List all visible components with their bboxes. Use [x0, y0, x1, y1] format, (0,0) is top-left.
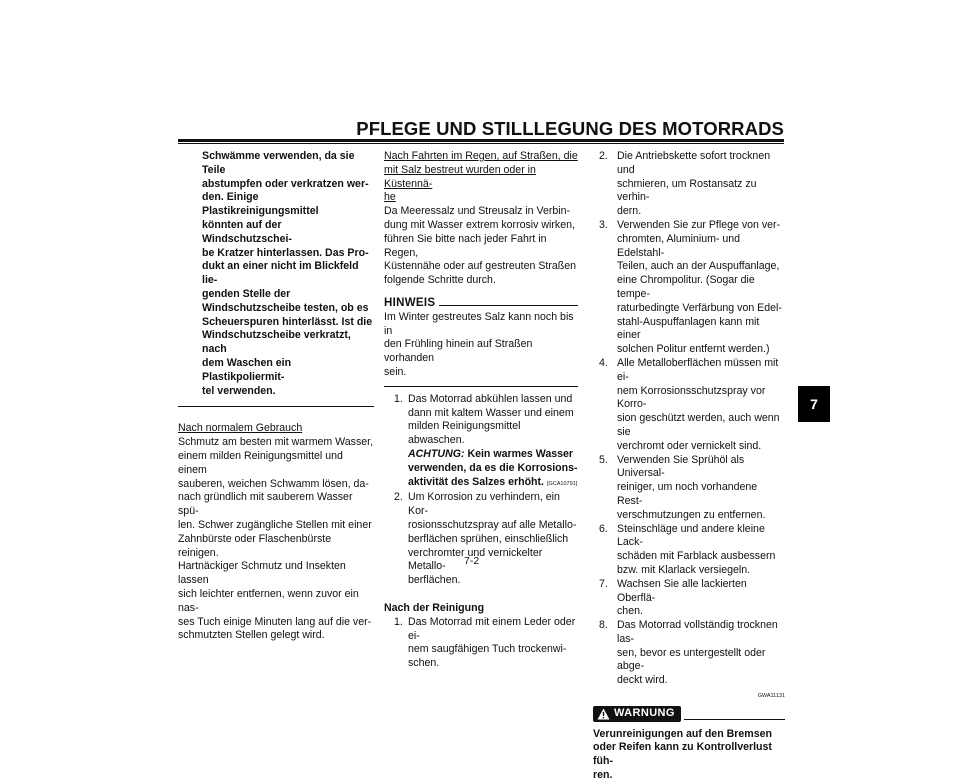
text-line: dukt an einer nicht im Blickfeld lie-	[202, 260, 359, 287]
text-line: nem Korrosionsschutzspray vor Korro-	[617, 384, 766, 411]
text-line: berflächen sprühen, einschließlich	[408, 532, 569, 545]
column-2	[384, 150, 578, 671]
text-line: Um Korrosion zu verhindern, ein Kor-	[408, 491, 560, 518]
text-line: dern.	[617, 205, 642, 218]
caution-inline	[408, 448, 578, 462]
step-number: 6.	[599, 522, 608, 535]
caution-code: [GCA10791]	[546, 480, 578, 487]
text-line: dung mit Wasser extrem korrosiv wirken,	[384, 218, 575, 231]
text-line: Verunreinigungen auf den Bremsen	[593, 727, 772, 740]
text-line: schmieren, um Rostansatz zu verhin-	[617, 177, 757, 204]
text-line: bzw. mit Klarlack versiegeln.	[617, 563, 751, 576]
text-line: den Frühling hinein auf Straßen vorhanden	[384, 338, 533, 365]
text-line: Wachsen Sie alle lackierten Oberflä-	[617, 577, 747, 604]
caution-end-rule	[178, 406, 374, 407]
section-body	[178, 436, 374, 643]
text-line: Das Motorrad abkühlen lassen und	[408, 392, 573, 405]
text-line: schmutzten Stellen gelegt wird.	[178, 629, 325, 642]
step-number: 2.	[599, 150, 608, 162]
text-line: Steinschläge und andere kleine Lack-	[617, 522, 765, 549]
step-number: 4.	[599, 356, 608, 369]
text-line: dann mit kaltem Wasser und einem	[408, 406, 574, 419]
list-item	[384, 616, 578, 671]
text-line: Windschutzscheibe verkratzt, nach	[202, 329, 351, 356]
text-line: tel verwenden.	[202, 384, 276, 397]
text-line: sich leichter entfernen, wenn zuvor ein nas-	[178, 587, 359, 614]
text-line: aktivität des Salzes erhöht.	[408, 475, 545, 488]
list-item	[593, 150, 785, 219]
text-line: führen Sie bitte nach jeder Fahrt in Regen,	[384, 232, 547, 259]
text-line: einem milden Reinigungsmittel und einem	[178, 449, 343, 476]
text-line: Das Motorrad vollständig trocknen las-	[617, 619, 778, 645]
step-number: 1.	[394, 392, 403, 405]
column-3	[593, 150, 785, 783]
text-line: genden Stelle der	[202, 287, 291, 300]
warning-header	[593, 706, 785, 722]
rain-steps-list	[384, 393, 578, 588]
list-item	[384, 393, 578, 492]
section-heading: Nach der Reinigung	[384, 601, 485, 614]
notice-end-rule	[384, 386, 578, 387]
text-line: milden Reinigungsmittel abwaschen.	[408, 420, 521, 447]
caution-label: ACHTUNG:	[408, 447, 465, 460]
text-line: schäden mit Farblack ausbessern	[617, 550, 776, 563]
step-number: 8.	[599, 619, 608, 632]
text-line: sion geschützt werden, auch wenn sie	[617, 412, 780, 438]
section-heading: Nach normalem Gebrauch	[178, 422, 303, 435]
text-line: Das Motorrad mit einem Leder oder ei-	[408, 615, 576, 642]
text-line: Windschutzscheibe testen, ob es	[202, 301, 369, 314]
text-line: verchromter und vernickelter Metallo-	[408, 546, 543, 573]
notice-header	[384, 297, 578, 311]
text-line: eine Chrompolitur. (Sogar die tempe-	[617, 274, 755, 300]
text-line: verwenden, da es die Korrosions-	[408, 461, 578, 474]
step-number: 3.	[599, 218, 608, 231]
text-line: Alle Metalloberflächen müssen mit ei-	[617, 356, 779, 383]
warning-text	[593, 728, 785, 783]
text-line: chen.	[617, 605, 643, 618]
list-item	[384, 491, 578, 588]
text-line: Teilen, auch an der Auspuffanlage,	[617, 260, 780, 273]
text-line: nach gründlich mit sauberem Wasser spü-	[178, 491, 353, 518]
header-rule-thin	[178, 143, 784, 144]
text-line: folgende Schritte durch.	[384, 274, 496, 287]
page-title: PFLEGE UND STILLLEGUNG DES MOTORRADS	[356, 118, 784, 139]
warning-triangle-icon	[597, 708, 610, 720]
text-line: verschmutzungen zu entfernen.	[617, 508, 766, 521]
warning-rule	[684, 719, 785, 720]
text-line: Im Winter gestreutes Salz kann noch bis in	[384, 310, 574, 337]
after-cleaning-list	[384, 616, 578, 671]
text-line: stahl-Auspuffanlagen kann mit einer	[617, 315, 760, 342]
notice-text	[384, 311, 578, 380]
text-line: reiniger, um noch vorhandene Rest-	[617, 481, 758, 507]
text-line: he	[384, 191, 396, 204]
section-heading	[384, 150, 578, 205]
section-intro	[384, 205, 578, 288]
text-line: schen.	[408, 657, 440, 670]
text-line: chromten, Aluminium- und Edelstahl-	[617, 232, 741, 259]
list-item	[593, 523, 785, 578]
text-line: rosionsschutzspray auf alle Metallo-	[408, 518, 577, 531]
notice-rule	[439, 305, 578, 306]
chapter-tab: 7	[798, 386, 830, 422]
text-line: sein.	[384, 365, 407, 378]
text-line: sauberen, weichen Schwamm lösen, da-	[178, 477, 369, 490]
step-number: 1.	[394, 615, 403, 628]
text-line: raturbedingte Verfärbung von Edel-	[617, 301, 782, 314]
warning-badge	[593, 706, 681, 722]
text-line: dem Waschen ein Plastikpoliermit-	[202, 356, 292, 383]
step-number: 2.	[394, 491, 403, 504]
caution-text	[178, 150, 374, 398]
warning-label: WARNUNG	[614, 706, 675, 719]
text-line: deckt wird.	[617, 674, 668, 687]
text-line: könnten auf der Windschutzschei-	[202, 218, 292, 245]
column-1	[178, 150, 374, 643]
text-line: den. Einige Plastikreinigungsmittel	[202, 191, 319, 218]
after-cleaning-list-continued	[593, 150, 785, 688]
text-line: be Kratzer hinterlassen. Das Pro-	[202, 246, 369, 259]
text-line: nem saugfähigen Tuch trockenwi-	[408, 643, 567, 656]
text-line: mit Salz bestreut wurden oder in Küstennä-	[384, 163, 536, 190]
text-line: Scheuerspuren hinterlässt. Ist die	[202, 315, 373, 328]
text-line: solchen Politur entfernt werden.)	[617, 343, 770, 356]
step-number: 7.	[599, 577, 608, 590]
text-line: Nach Fahrten im Regen, auf Straßen, die	[384, 150, 578, 162]
text-line: abstumpfen oder verkratzen wer-	[202, 177, 369, 190]
text-line: Schmutz am besten mit warmem Wasser,	[178, 436, 374, 449]
list-item	[593, 454, 785, 523]
text-line: Die Antriebskette sofort trocknen und	[617, 150, 771, 176]
list-item	[593, 357, 785, 454]
text-line: Schwämme verwenden, da sie Teile	[202, 150, 355, 176]
text-line: verchromt oder vernickelt sind.	[617, 439, 762, 452]
text-line: sen, bevor es untergestellt oder abge-	[617, 646, 766, 673]
notice-label: HINWEIS	[384, 296, 436, 309]
text-line: Da Meeressalz und Streusalz in Verbin-	[384, 205, 571, 218]
text-line: Küstennähe oder auf gestreuten Straßen	[384, 260, 576, 273]
list-item	[593, 219, 785, 357]
list-item	[593, 578, 785, 619]
text-line: Zahnbürste oder Flaschenbürste reinigen.	[178, 532, 332, 559]
text-line: ses Tuch einige Minuten lang auf die ver-	[178, 615, 372, 628]
text-line: ren.	[593, 769, 613, 782]
text-line: berflächen.	[408, 574, 461, 587]
warning-code: GWA11131	[757, 693, 785, 700]
text-line: len. Schwer zugängliche Stellen mit einer	[178, 518, 372, 531]
text-line: Verwenden Sie Sprühöl als Universal-	[617, 453, 745, 480]
step-number: 5.	[599, 453, 608, 466]
text-line: oder Reifen kann zu Kontrollverlust füh-	[593, 741, 772, 768]
page-number: 7-2	[464, 555, 480, 567]
header-rule	[178, 139, 784, 142]
text-line: Hartnäckiger Schmutz und Insekten lassen	[178, 560, 346, 587]
text-line: Kein warmes Wasser	[464, 447, 574, 460]
text-line: Verwenden Sie zur Pflege von ver-	[617, 218, 781, 231]
